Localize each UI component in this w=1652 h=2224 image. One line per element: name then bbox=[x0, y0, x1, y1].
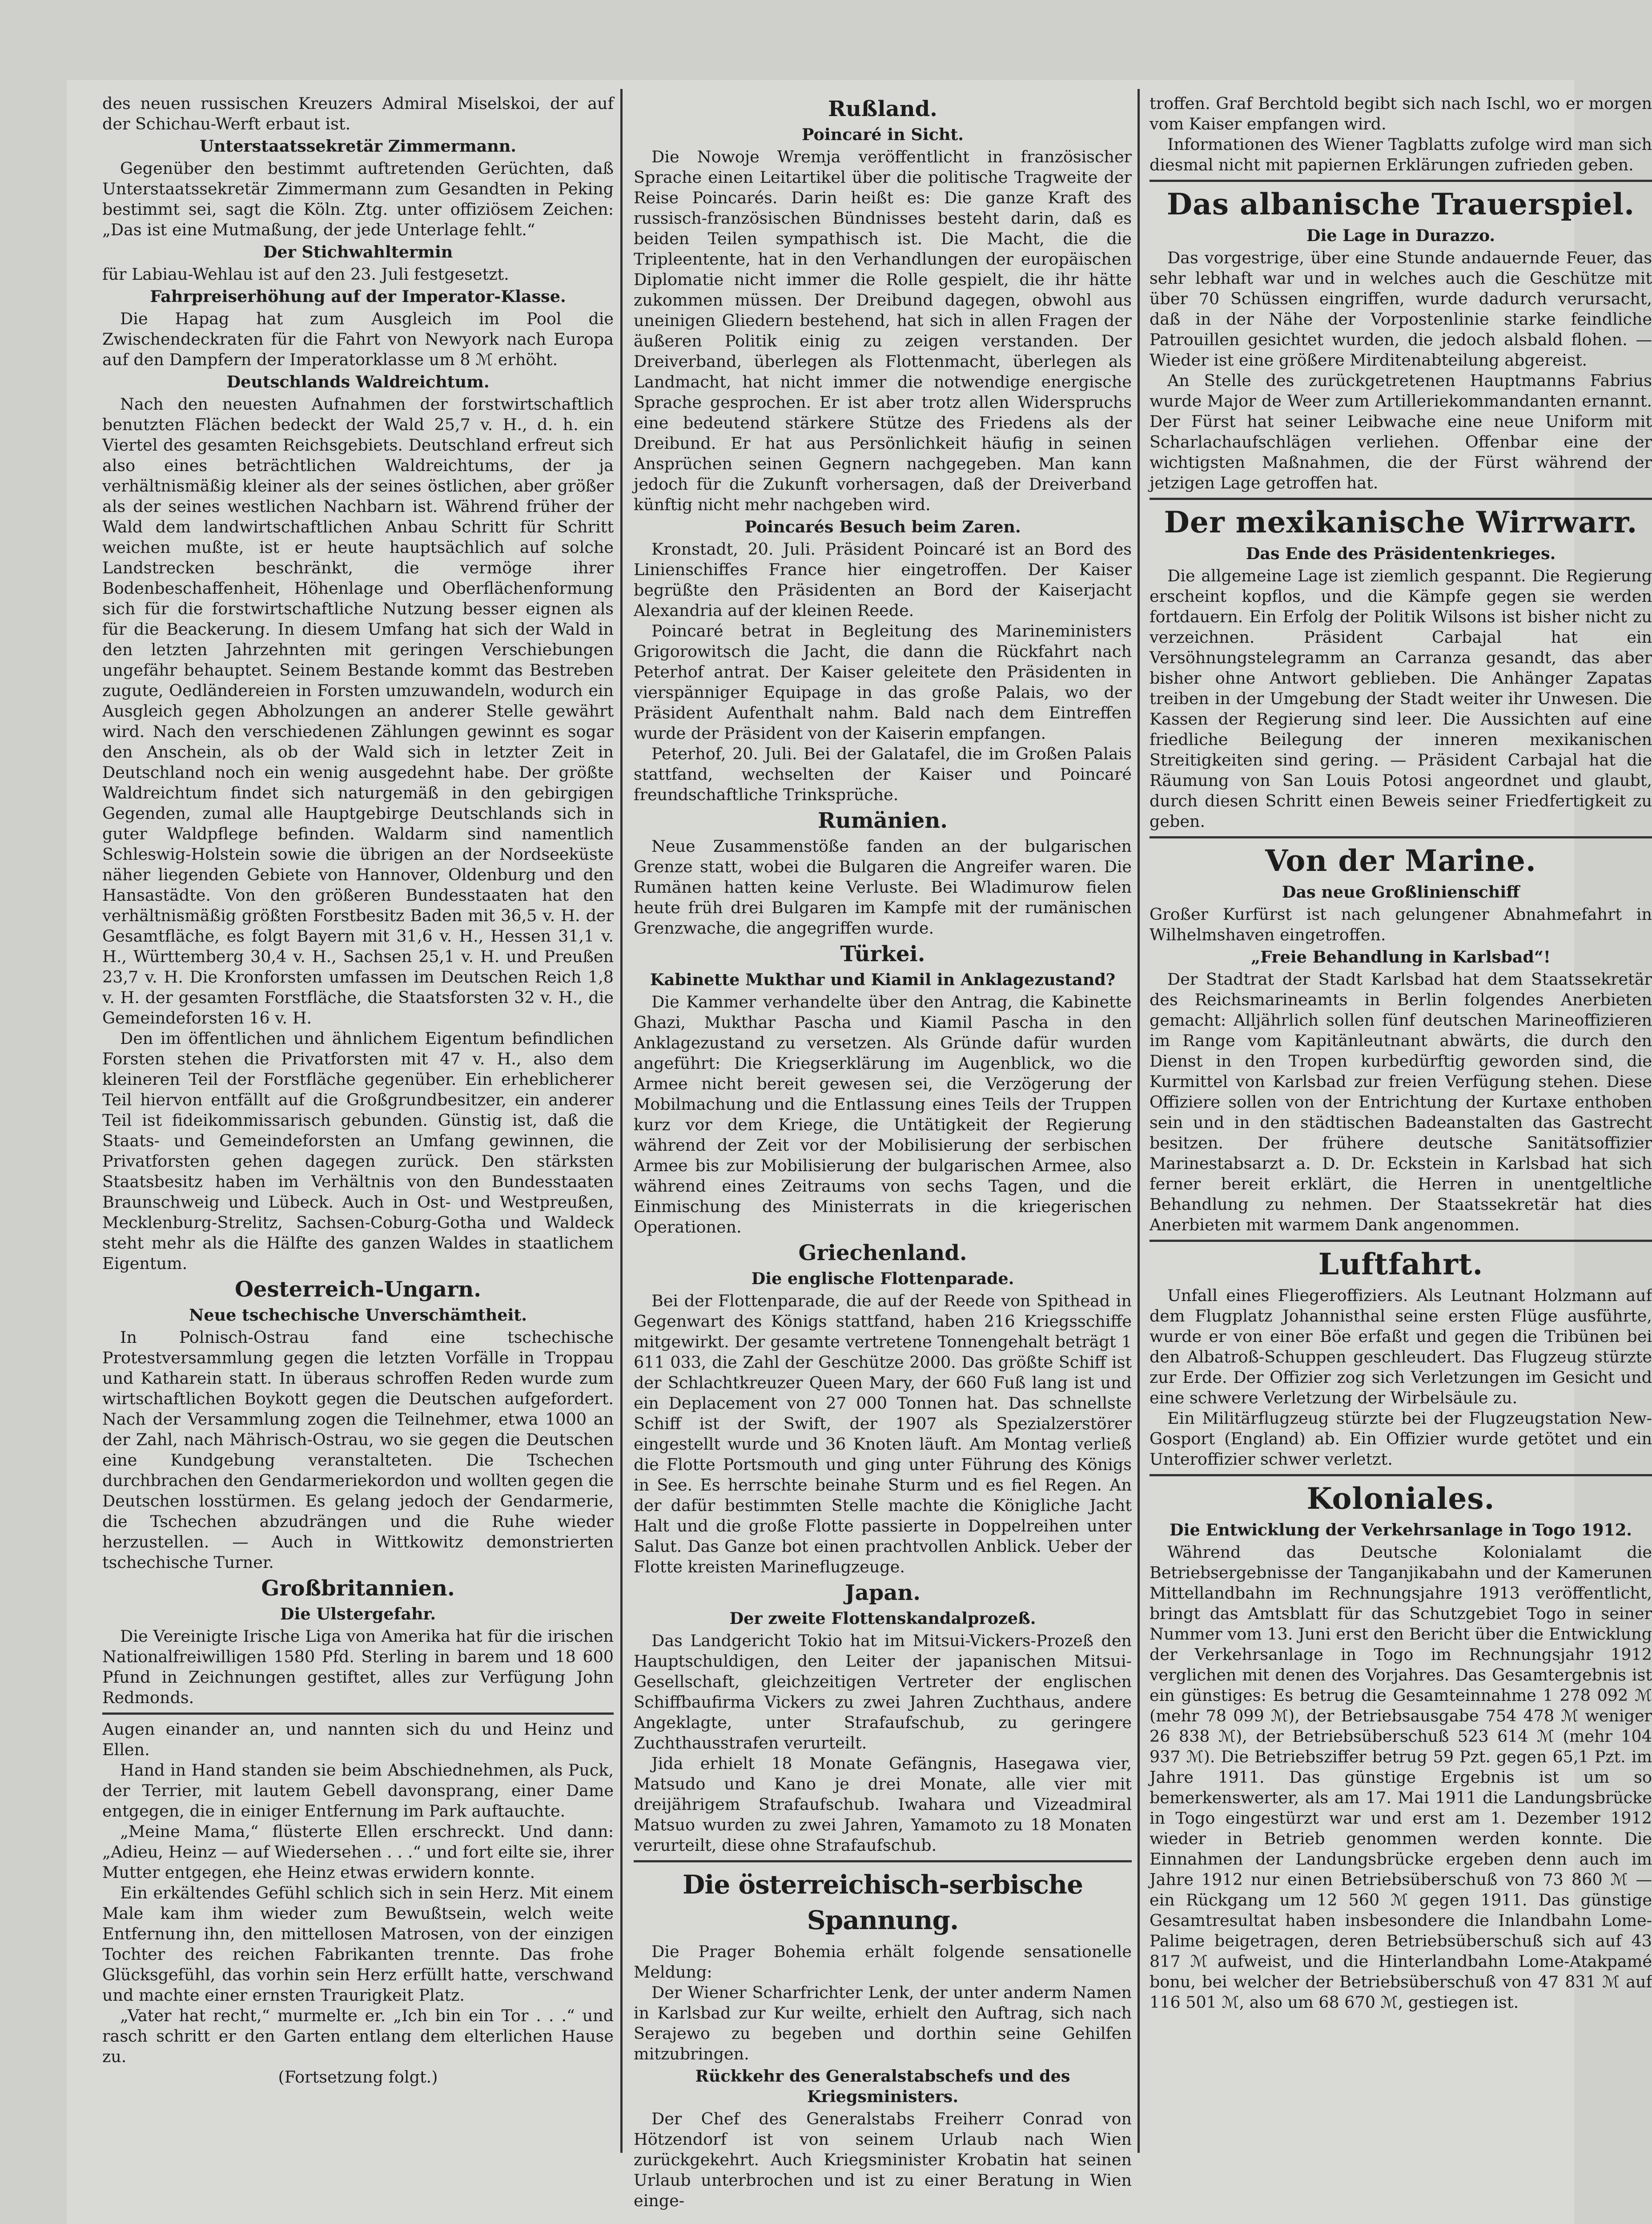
article-paragraph: Großer Kurfürst ist nach gelungener Abnahmefahrt in Wilhelmshaven eingetroffen. bbox=[1150, 905, 1652, 944]
article-paragraph: Nach den neuesten Aufnahmen der forstwirtschaftlich benutzten Flächen bedeckt der Wald 25,7 v. H., d. h. ein Viertel des gesamten Reichsgebiets. Deutschland erfreut sich also eines beträchtlichen Waldreichtums, der ja verhältnismäßig kleiner als der seines östlichen, aber größer als der seines westlichen Nachbarn ist. Während früher der Wald dem landwirtschaftlichen Anbau Schritt für Schritt weichen mußte, ist er heute hauptsächlich auf solche Landstrecken beschränkt, die vermöge ihrer Bodenbeschaffenheit, Höhenlage und Oberflächenformung sich für die forstwirtschaftliche Nutzung besser eignen als für die Beackerung. In diesem Umfang hat sich der Wald in den letzten Jahrzehnten mit geringen Verschiebungen ungefähr behauptet. Seinem Bestande kommt das Bestreben zugute, Oedländereien in Forsten umzuwandeln, wodurch ein Ausgleich gegen Abholzungen an anderer Stelle gewährt wird. Nach den verschiedenen Zählungen gewinnt es sogar den Anschein, als ob der Wald sich in letzter Zeit in Deutschland noch ein wenig ausgedehnt habe. Der größte Waldreichtum findet sich naturgemäß in den gebirgigen Gegenden, zumal alle Hauptgebirge Deutschlands sich in guter Waldpflege befinden. Waldarm sind namentlich Schleswig-Holstein sowie die übrigen an der Nordseeküste näher liegenden Gebiete von Hannover, Oldenburg und den Hansastädte. Von den größeren Bundesstaaten hat den verhältnismäßig größten Forstbesitz Baden mit 36,5 v. H. der Gesamtfläche, es folgt Bayern mit 31,6 v. H., Hessen 31,1 v. H., Württemberg 30,4 v. H., Sachsen 25,1 v. H. und Preußen 23,7 v. H. Die Kronforsten umfassen im Deutschen Reich 1,8 v. H. der gesamten Forstfläche, die Staatsforsten 32 v. H., die Gemeindeforsten 16 v. H. bbox=[102, 395, 614, 1027]
article-paragraph: Bei der Flottenparade, die auf der Reede von Spithead in Gegenwart des Königs stattfand, haben 216 Kriegsschiffe mitgewirkt. Der gesamte vertretene Tonnengehalt beträgt 1 611 033, die Zahl der Geschütze 2000. Das größte Schiff ist der Schlachtkreuzer Queen Mary, der 660 Fuß lang ist und ein Deplacement von 27 000 Tonnen hat. Das schnellste Schiff ist der Swift, der 1907 als Spezialzerstörer eingestellt wurde und 36 Knoten läuft. Am Montag verließ die Flotte Portsmouth und ging unter Führung des Königs in See. Es herrschte beinahe Sturm und es fiel Regen. An der dafür bestimmten Stelle machte die Königliche Jacht Halt und die große Flotte passierte in Doppelreihen unter Salut. Das Ganze bot einen prachtvollen Anblick. Ueber der Flotte kreisten Marineflugzeuge. bbox=[634, 1291, 1132, 1576]
section-headline: Koloniales. bbox=[1306, 1481, 1495, 1516]
section-divider bbox=[1150, 836, 1652, 838]
country-heading: Türkei. bbox=[840, 942, 925, 967]
article-paragraph: Der Stadtrat der Stadt Karlsbad hat dem Staatssekretär des Reichsmarineamts in Berlin folgendes Anerbieten gemacht: Alljährlich sollen fünf deutschen Marineoffizieren im Range vom Kapitänleutnant abwärts, die durch den Dienst in den Tropen kurbedürftig geworden sind, die Kurmittel von Karlsbad zur freien Verfügung stehen. Diese Offiziere sollen von der Entrichtung der Kurtaxe enthoben sein und in den städtischen Badeanstalten das Gastrecht besitzen. Der frühere deutsche Sanitätsoffizier Marinestabsarzt a. D. Dr. Eckstein in Karlsbad hat sich ferner bereit erklärt, die Herren in unentgeltliche Behandlung zu nehmen. Der Staatssekretär hat dies Anerbieten mit warmem Dank angenommen. bbox=[1150, 970, 1652, 1234]
column-rule bbox=[1138, 89, 1140, 2153]
article-paragraph: Der Chef des Generalstabs Freiherr Conrad von Hötzendorf ist von seinem Urlaub nach Wien zurückgekehrt. Auch Kriegsminister Krobatin hat seinen Urlaub unterbrochen und ist zu einer Beratung in Wien einge- bbox=[634, 2109, 1132, 2210]
article-paragraph: An Stelle des zurückgetretenen Hauptmanns Fabrius wurde Major de Weer zum Artilleriekommandanten ernannt. Der Fürst hat seiner Leibwache eine neue Uniform mit Scharlachaufschlägen verliehen. Offenbar eine der wichtigsten Maßnahmen, die der Fürst während der jetzigen Lage getroffen hat. bbox=[1150, 371, 1652, 492]
article-paragraph: In Polnisch-Ostrau fand eine tschechische Protestversammlung gegen die letzten Vorfälle in Troppau und Katharein statt. In überaus schroffen Reden wurde zum wirtschaftlichen Boykott gegen die Deutschen aufgefordert. Nach der Versammlung zogen die Teilnehmer, etwa 1000 an der Zahl, nach Mährisch-Ostrau, wo sie gegen die Deutschen eine Kundgebung veranstalteten. Die Tschechen durchbrachen den Gendarmeriekordon und wollten gegen die Deutschen losstürmen. Es gelang jedoch der Gendarmerie, die Tschechen abzudrängen und die Ruhe wieder herzustellen. — Auch in Wittkowitz demonstrierten tschechische Turner. bbox=[102, 1328, 614, 1572]
article-paragraph: Während das Deutsche Kolonialamt die Betriebsergebnisse der Tanganjikabahn und der Kamerunen Mittellandbahn im Rechnungsjahre 1913 veröffentlicht, bringt das Amtsblatt für das Schutzgebiet Togo in seiner Nummer vom 13. Juni erst den Bericht über die Entwicklung der Verkehrsanlage in Togo im Rechnungsjahr 1912 verglichen mit denen des Vorjahres. Das Gesamtergebnis ist ein günstiges: Es betrug die Gesamteinnahme 1 278 092 ℳ (mehr 78 099 ℳ), der Betriebsausgabe 754 478 ℳ weniger 26 838 ℳ), der Betriebsüberschuß 523 614 ℳ (mehr 104 937 ℳ). Die Betriebsziffer betrug 59 Pzt. gegen 65,1 Pzt. im Jahre 1911. Das günstige Ergebnis ist um so bemerkenswerter, als am 17. Mai 1911 die Landungsbrücke in Togo eingestürzt war und erst am 1. Dezember 1912 wieder in Betrieb genommen werden konnte. Die Einnahmen der Landungsbrücke ergeben denn auch im Jahre 1912 nur einen Betriebsüberschuß von 73 860 ℳ — ein Rückgang um 12 560 ℳ gegen 1911. Das günstige Gesamtresultat haben insbesondere die Inlandbahn Lome-Palime beigetragen, deren Betriebsüberschuß sich auf 43 817 ℳ aufweist, und die Hinterlandbahn Lome-Atakpamé bonu, bei welcher der Betriebsüberschuß von 47 831 ℳ auf 116 501 ℳ, also um 68 670 ℳ, gestiegen ist. bbox=[1150, 1543, 1652, 2012]
section-divider bbox=[102, 1712, 614, 1715]
section-divider bbox=[1150, 180, 1652, 182]
article-paragraph: Den im öffentlichen und ähnlichem Eigentum befindlichen Forsten stehen die Privatforsten mit 47 v. H., also dem kleineren Teil der Forstfläche gegenüber. Ein erheblicherer Teil hiervon entfällt auf die Großgrundbesitzer, ein anderer Teil ist fideikommissarisch gebunden. Günstig ist, daß die Staats- und Gemeindeforsten an Umfang gewinnen, die Privatforsten gehen dagegen zurück. Den stärksten Staatsbesitz haben im Verhältnis von den Bundesstaaten Braunschweig und Lübeck. Auch in Ost- und Westpreußen, Mecklenburg-Strelitz, Sachsen-Coburg-Gotha und Waldeck steht mehr als die Hälfte des ganzen Waldes in staatlichem Eigentum. bbox=[102, 1029, 614, 1273]
section-divider bbox=[1150, 498, 1652, 500]
article-paragraph: Neue Zusammenstöße fanden an der bulgarischen Grenze statt, wobei die Bulgaren die Angreifer waren. Die Rumänen hatten keine Verluste. Bei Wladimurow fielen heute früh drei Bulgaren im Kampfe mit der rumänischen Grenzwache, die angegriffen wurde. bbox=[634, 837, 1132, 938]
article-paragraph: Die Nowoje Wremja veröffentlicht in französischer Sprache einen Leitartikel über die politische Tragweite der Reise Poincarés. Darin heißt es: Die ganze Kraft des russisch-französischen Bündnisses besteht darin, daß es beiden Teilen sympathisch ist. Die Macht, die die Tripleentente, hat in den Verhandlungen der europäischen Diplomatie nicht immer die Rolle gespielt, die ihr hätte zukommen müssen. Der Dreibund dagegen, obwohl aus uneinigen Gliedern bestehend, hat sich in allen Fragen der äußeren Politik einig zu zeigen verstanden. Der Dreiverband, überlegen als Flottenmacht, überlegen als Landmacht, hat nicht immer die notwendige energische Sprache gesprochen. Er ist aber trotz allen Widerspruchs eine bedeutend stärkere Stütze des Friedens als der Dreibund. Er hat aus Persönlichkeit häufig in seinen Ansprüchen seinen Gegnern nachgegeben. Man kann jedoch für die Zukunft vorhersagen, daß der Dreiverband künftig nicht mehr nachgeben wird. bbox=[634, 147, 1132, 514]
section-headline: Luftfahrt. bbox=[1318, 1247, 1483, 1281]
article-paragraph: Kronstadt, 20. Juli. Präsident Poincaré ist an Bord des Linienschiffes France hier eingetroffen. Der Kaiser begrüßte den Präsidenten an Bord der Kaiserjacht Alexandria auf der kleinen Reede. bbox=[634, 540, 1132, 620]
article-subheading: Poincaré in Sicht. bbox=[802, 125, 964, 144]
article-paragraph: troffen. Graf Berchtold begibt sich nach Ischl, wo er morgen vom Kaiser empfangen wird. bbox=[1150, 94, 1652, 133]
section-headline: Die österreichisch-serbische Spannung. bbox=[683, 1869, 1083, 1935]
article-paragraph: Augen einander an, und nannten sich du und Heinz und Ellen. bbox=[102, 1720, 614, 1759]
article-paragraph: Das Landgericht Tokio hat im Mitsui-Vickers-Prozeß den Hauptschuldigen, den Leiter der japanischen Mitsui-Gesellschaft, gleichzeitigen Vertreter der englischen Schiffbaufirma Vickers zu zwei Jahren Zuchthaus, andere Angeklagte, unter Strafaufschub, zu geringere Zuchthausstrafen verurteilt. bbox=[634, 1631, 1132, 1753]
newspaper-page bbox=[67, 80, 1652, 2224]
article-subheading: Deutschlands Waldreichtum. bbox=[226, 372, 490, 391]
country-heading: Großbritannien. bbox=[261, 1576, 455, 1601]
article-subheading: Neue tschechische Unverschämtheit. bbox=[189, 1305, 527, 1325]
article-subheading: Der zweite Flottenskandalprozeß. bbox=[729, 1609, 1036, 1628]
article-subheading: Kabinette Mukthar und Kiamil in Anklagezustand? bbox=[650, 970, 1116, 989]
section-headline: Das albanische Trauerspiel. bbox=[1166, 187, 1635, 222]
column-right bbox=[1150, 93, 1652, 2013]
country-heading: Rußland. bbox=[828, 97, 937, 121]
continuation-note: (Fortsetzung folgt.) bbox=[278, 2067, 438, 2087]
article-subheading: Der Stichwahltermin bbox=[263, 242, 453, 262]
article-paragraph: Poincaré betrat in Begleitung des Marineministers Grigorowitsch die Jacht, die dann die Rückfahrt nach Peterhof antrat. Der Kaiser geleitete den Präsidenten in vierspänniger Equipage in das große Palais, wo der Präsident Aufenthalt nahm. Bald nach dem Eintreffen wurde der Präsident von der Kaiserin empfangen. bbox=[634, 621, 1132, 743]
article-paragraph: Die Vereinigte Irische Liga von Amerika hat für die irischen Nationalfreiwilligen 1580 Pfd. Sterling in barem und 18 600 Pfund in Zeichnungen gestiftet, alles zur Verfügung John Redmonds. bbox=[102, 1627, 614, 1707]
article-paragraph: Gegenüber den bestimmt auftretenden Gerüchten, daß Unterstaatssekretär Zimmermann zum Gesandten in Peking bestimmt sei, sagt die Köln. Ztg. unter offiziösem Zeichen: „Das ist eine Mutmaßung, der jede Unterlage fehlt.“ bbox=[102, 159, 614, 239]
country-heading: Oesterreich-Ungarn. bbox=[235, 1277, 481, 1302]
country-heading: Griechenland. bbox=[798, 1241, 967, 1265]
section-divider bbox=[1150, 1240, 1652, 1242]
article-subheading: Das neue Großlinienschiff bbox=[1282, 882, 1520, 902]
article-paragraph: „Vater hat recht,“ murmelte er. „Ich bin ein Tor . . .“ und rasch schritt er den Garten entlang dem elterlichen Hause zu. bbox=[102, 2006, 614, 2066]
article-paragraph: Peterhof, 20. Juli. Bei der Galatafel, die im Großen Palais stattfand, wechselten der Kaiser und Poincaré freundschaftliche Trinksprüche. bbox=[634, 744, 1132, 804]
article-paragraph: Die Prager Bohemia erhält folgende sensationelle Meldung: bbox=[634, 1942, 1132, 1982]
section-headline: Von der Marine. bbox=[1265, 843, 1536, 878]
article-subheading: „Freie Behandlung in Karlsbad“! bbox=[1251, 947, 1551, 967]
article-subheading: Die Entwicklung der Verkehrsanlage in Togo 1912. bbox=[1169, 1520, 1632, 1539]
article-subheading: Die englische Flottenparade. bbox=[751, 1269, 1014, 1288]
country-heading: Rumänien. bbox=[818, 808, 948, 833]
article-subheading: Poincarés Besuch beim Zaren. bbox=[744, 517, 1021, 536]
column-middle bbox=[634, 93, 1132, 2211]
article-paragraph: Jida erhielt 18 Monate Gefängnis, Hasegawa vier, Matsudo und Kano je drei Monate, alle vier mit dreijährigem Strafaufschub. Iwahara und Vizeadmiral Matsuo wurden zu zwei Jahren, Yamamoto zu 18 Monaten verurteilt, diese ohne Strafaufschub. bbox=[634, 1754, 1132, 1855]
country-heading: Japan. bbox=[844, 1580, 921, 1605]
article-paragraph: Hand in Hand standen sie beim Abschiednehmen, als Puck, der Terrier, mit lautem Gebell davonsprang, einer Dame entgegen, die in einiger Entfernung im Park auftauchte. bbox=[102, 1761, 614, 1821]
article-paragraph: Ein erkältendes Gefühl schlich sich in sein Herz. Mit einem Male kam ihm wieder zum Bewußtsein, welch weite Entfernung ihn, den mittellosen Matrosen, von der einzigen Tochter des reichen Fabrikanten trennte. Das frohe Glücksgefühl, das vorhin sein Herz erfüllt hatte, verschwand und machte einer ernsten Traurigkeit Platz. bbox=[102, 1883, 614, 2005]
article-subheading: Die Lage in Durazzo. bbox=[1306, 226, 1495, 245]
article-paragraph: für Labiau-Wehlau ist auf den 23. Juli festgesetzt. bbox=[102, 265, 509, 284]
article-paragraph: Das vorgestrige, über eine Stunde andauernde Feuer, das sehr lebhaft war und in welches auch die Geschütze mit über 70 Schüssen eingriffen, wurde dadurch verursacht, daß in der Nähe der Vorpostenlinie starke feindliche Patrouillen gesichtet wurden, die jedoch alsbald flohen. — Wieder ist eine größere Mirditenabteilung abgereist. bbox=[1150, 248, 1652, 370]
section-divider bbox=[1150, 1474, 1652, 1476]
section-divider bbox=[634, 1860, 1132, 1862]
article-paragraph: Unfall eines Fliegeroffiziers. Als Leutnant Holzmann auf dem Flugplatz Johannisthal seine ersten Flüge ausführte, wurde er von einer Böe erfaßt und gegen die Tribünen bei den Albatroß-Schuppen geschleudert. Das Flugzeug stürzte zur Erde. Der Offizier zog sich Verletzungen im Gesicht und eine schwere Verletzung der Wirbelsäule zu. bbox=[1150, 1286, 1652, 1407]
column-left bbox=[102, 93, 614, 2087]
article-subheading: Das Ende des Präsidentenkrieges. bbox=[1246, 544, 1556, 563]
article-paragraph: Die Kammer verhandelte über den Antrag, die Kabinette Ghazi, Mukthar Pascha und Kiamil Pascha in den Anklagezustand zu versetzen. Als Gründe dafür wurden angeführt: Die Kriegserklärung im Augenblick, wo die Armee nicht bereit gewesen sei, die Verzögerung der Mobilmachung und die Entlassung eines Teils der Truppen kurz vor dem Kriege, die Untätigkeit der Regierung während der Zeit vor der Mobilisierung der serbischen Armee bis zur Mobilisierung der bulgarischen Armee, also während eines Zeitraums von sechs Tagen, und die Einmischung des Ministerrats in die kriegerischen Operationen. bbox=[634, 992, 1132, 1237]
article-subheading: Rückkehr des Generalstabschefs und des Kriegsministers. bbox=[695, 2067, 1070, 2106]
article-paragraph: Informationen des Wiener Tagblatts zufolge wird man sich diesmal nicht mit papiernen Erklärungen zufrieden geben. bbox=[1150, 135, 1652, 174]
article-subheading: Fahrpreiserhöhung auf der Imperator-Klasse. bbox=[150, 287, 566, 306]
article-paragraph: Die allgemeine Lage ist ziemlich gespannt. Die Regierung erscheint kopflos, und die Kämpfe gegen sie werden fortdauern. Ein Erfolg der Politik Wilsons ist bisher nicht zu verzeichnen. Präsident Carbajal hat ein Versöhnungstelegramm an Carranza gesandt, das aber bisher ohne Antwort geblieben. Die Anhänger Zapatas treiben in der Umgebung der Stadt weiter ihr Unwesen. Die Kassen der Regierung sind leer. Die Aussichten auf eine friedliche Beilegung der inneren mexikanischen Streitigkeiten sind gering. — Präsident Carbajal hat die Räumung von San Louis Potosi angeordnet und glaubt, durch diesen Schritt einen Beweis seiner Friedfertigkeit zu geben. bbox=[1150, 566, 1652, 831]
article-subheading: Die Ulstergefahr. bbox=[280, 1604, 436, 1624]
column-rule bbox=[620, 89, 623, 2153]
article-paragraph: Der Wiener Scharfrichter Lenk, der unter anderm Namen in Karlsbad zur Kur weilte, erhielt den Auftrag, sich nach Serajewo zu begeben und dorthin seine Gehilfen mitzubringen. bbox=[634, 1983, 1132, 2063]
article-paragraph: Die Hapag hat zum Ausgleich im Pool die Zwischendeckraten für die Fahrt von Newyork nach Europa auf den Dampfern der Imperatorklasse um 8 ℳ erhöht. bbox=[102, 309, 614, 369]
article-subheading: Unterstaatssekretär Zimmermann. bbox=[199, 137, 517, 156]
article-paragraph: „Meine Mama,“ flüsterte Ellen erschreckt. Und dann: „Adieu, Heinz — auf Wiedersehen . . .“ und fort eilte sie, ihrer Mutter entgegen, ehe Heinz etwas erwidern konnte. bbox=[102, 1822, 614, 1882]
article-paragraph: Ein Militärflugzeug stürzte bei der Flugzeugstation New-Gosport (England) ab. Ein Offizier wurde getötet und ein Unteroffizier schwer verletzt. bbox=[1150, 1409, 1652, 1469]
article-paragraph: des neuen russischen Kreuzers Admiral Miselskoi, der auf der Schichau-Werft erbaut ist. bbox=[102, 94, 614, 133]
section-headline: Der mexikanische Wirrwarr. bbox=[1164, 505, 1638, 540]
